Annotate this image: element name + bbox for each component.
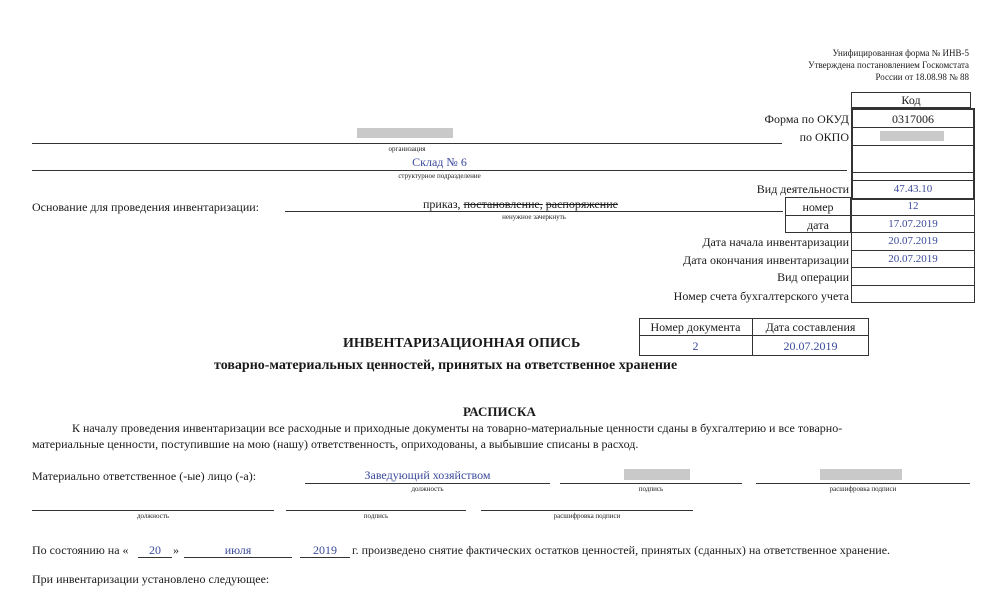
resp-signature-caption: подпись [638,485,664,493]
number-value: 12 [907,200,919,212]
doc-num-header: Номер документа [650,320,741,334]
number-label: номер [802,200,834,214]
status-suffix: г. произведено снятие фактических остатков ценностей, принятых (сданных) на ответственное хранение. [352,543,891,557]
form-header [808,47,969,83]
status-year: 2019 [313,543,337,557]
basis-opt-order: приказ, [423,197,461,211]
okpo-redacted [880,131,944,141]
end-label: Дата окончания инвентаризации [683,253,849,267]
doc-date-value: 20.07.2019 [783,339,838,353]
resp-decode-caption: расшифровка подписи [829,485,897,493]
resp-position: Заведующий хозяйством [364,468,491,482]
date-label: дата [807,218,829,232]
basis-label: Основание для проведения инвентаризации: [32,200,260,214]
doc-title: ИНВЕНТАРИЗАЦИОННАЯ ОПИСЬ [343,336,581,351]
status-close-quote: » [173,543,179,557]
okud-label: Форма по ОКУД [764,112,849,126]
resp2-signature-caption: подпись [363,512,389,520]
basis-options [423,197,618,212]
resp-signature-redacted [624,469,690,480]
operation-label: Вид операции [777,270,849,284]
basis-opt-resolution: постановление, [463,197,543,211]
date-value: 17.07.2019 [888,218,938,230]
dept-caption: структурное подразделение [398,172,481,180]
resp-decode-redacted [820,469,902,480]
doc-num-value: 2 [692,339,699,353]
code-header: Код [901,93,921,107]
resp2-position-caption: должность [136,512,170,520]
org-redacted [357,128,453,138]
okpo-label: по ОКПО [799,130,849,144]
status-established: При инвентаризации установлено следующее: [32,572,270,586]
form-line-2: Утверждена постановлением Госкомстата [808,60,969,70]
receipt-line-2: материальные ценности, поступившие на мою (нашу) ответственность, оприходованы, а выбывшие списаны в расход. [32,437,639,451]
code-header-cell [851,92,971,108]
form-line-3: России от 18.08.98 № 88 [875,72,969,82]
doc-subtitle: товарно-материальных ценностей, принятых на ответственное хранение [214,358,678,373]
resp-label: Материально ответственное (-ые) лицо (-а): [32,469,257,483]
okud-value: 0317006 [892,112,934,126]
resp-position-caption: должность [411,485,444,493]
receipt-heading: РАСПИСКА [463,404,536,419]
status-month: июля [224,543,252,557]
account-label: Номер счета бухгалтерского учета [673,289,849,303]
start-value: 20.07.2019 [888,235,938,247]
status-prefix: По состоянию на « [32,543,129,557]
start-label: Дата начала инвентаризации [702,235,849,249]
form-line-1: Унифицированная форма № ИНВ-5 [832,48,969,58]
basis-opt-directive: распоряжение [545,197,618,211]
doc-date-header: Дата составления [765,320,856,334]
activity-value: 47.43.10 [893,183,933,195]
basis-caption: ненужное зачеркнуть [502,213,566,221]
activity-label: Вид деятельности [756,182,849,196]
receipt-line-1: К началу проведения инвентаризации все расходные и приходные документы на товарно-материальные ценности сданы в бухгалтерию и все товарно- [72,421,843,435]
status-day: 20 [149,543,161,557]
end-value: 20.07.2019 [888,253,938,265]
dept-value: Склад № 6 [412,155,467,169]
resp2-decode-caption: расшифровка подписи [553,512,621,520]
org-caption: организация [388,145,426,153]
